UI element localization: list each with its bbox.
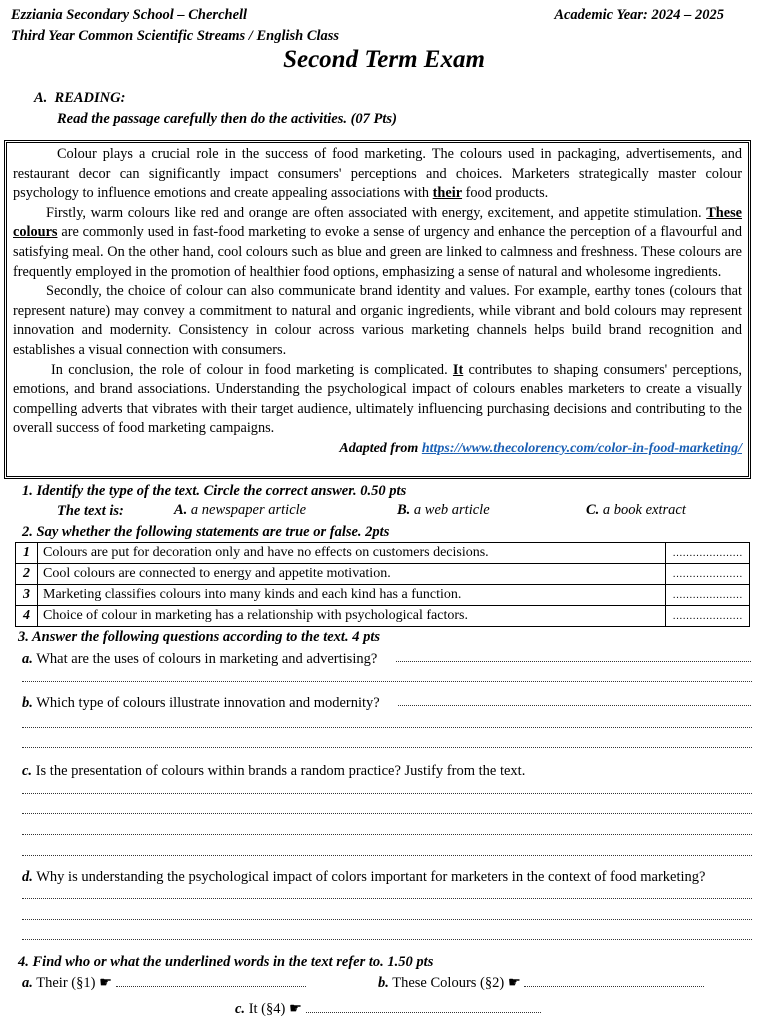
table-row: 3 Marketing classifies colours into many kinds and each kind has a function. ………………… — [16, 585, 750, 606]
q3b-question: b. Which type of colours illustrate innovation and modernity? — [22, 695, 380, 711]
q1-option-a[interactable]: A. a newspaper article — [174, 502, 307, 518]
q3a-answer-line[interactable] — [396, 660, 751, 662]
q3d-answer-line[interactable] — [22, 897, 752, 899]
q4c-item: c. It (§4) ☛ — [235, 1000, 541, 1018]
true-false-table — [15, 542, 750, 627]
q3b-answer-line[interactable] — [398, 704, 751, 706]
section-a-instruction: Read the passage carefully then do the activities. (07 Pts) — [57, 111, 397, 127]
q4b-item: b. These Colours (§2) ☛ — [378, 974, 704, 992]
q1-title: 1. Identify the type of the text. Circle the correct answer. 0.50 pts — [22, 483, 407, 499]
underlined-these-colours: These colours — [13, 204, 742, 241]
q3b-answer-line[interactable] — [22, 746, 752, 748]
table-row: 1 Colours are put for decoration only and have no effects on customers decisions. ………………… — [16, 543, 750, 564]
q3d-answer-line[interactable] — [22, 938, 752, 940]
q3d-answer-line[interactable] — [22, 918, 752, 920]
table-row: 4 Choice of colour in marketing has a relationship with psychological factors. ………………… — [16, 606, 750, 627]
underlined-it: It — [452, 361, 464, 378]
q3c-answer-line[interactable] — [22, 833, 752, 835]
q1-lead: The text is: — [57, 503, 124, 519]
paragraph-1: Colour plays a crucial role in the success of food marketing. The colours used in packaging, advertisements, and restaurant decor can significantly impact consumers' perceptions and choices. Marketers strategically master colour psychology to influence emotions and create appealing associations with their food products. — [13, 146, 742, 202]
answer-cell[interactable]: ………………… — [666, 585, 750, 606]
pointing-hand-icon: ☛ — [99, 975, 113, 991]
source-citation: Adapted from https://www.thecolorency.com/color-in-food-marketing/ — [339, 440, 742, 456]
class-name: Third Year Common Scientific Streams / English Class — [11, 28, 340, 44]
q4c-answer-line[interactable] — [306, 1001, 541, 1013]
q1-option-b[interactable]: B. a web article — [397, 502, 490, 518]
q4-title: 4. Find who or what the underlined words in the text refer to. 1.50 pts — [18, 954, 434, 970]
academic-year: Academic Year: 2024 – 2025 — [554, 7, 724, 23]
paragraph-2: Firstly, warm colours like red and orange are often associated with energy, excitement, and appetite stimulation. These colours are commonly used in fast-food marketing to evoke a sense of urgency and enhance the perception of a flavourful and satisfying meal. On the other hand, cool colours such as blue and green are linked to calmness and freshness. These colours are frequently employed in the promotion of healthier food options, emphasizing a sense of natural and wholesome ingredients. — [13, 204, 742, 280]
q3c-question: c. Is the presentation of colours within brands a random practice? Justify from the text. — [22, 763, 526, 779]
q3c-answer-line[interactable] — [22, 854, 752, 856]
paragraph-4: In conclusion, the role of colour in food marketing is complicated. It contributes to shaping consumers' perceptions, emotions, and brand associations. Understanding the psychological impact of colours enables marketers to create a visually compelling adverts that vibrates with their target audience, ultimately influencing purchasing decisions and contributing to the overall success of food marketing campaigns. — [13, 361, 742, 437]
reading-passage — [4, 140, 751, 479]
q3c-answer-line[interactable] — [22, 812, 752, 814]
source-link[interactable]: https://www.thecolorency.com/color-in-food-marketing/ — [421, 440, 742, 456]
answer-cell[interactable]: ………………… — [666, 564, 750, 585]
paragraph-3: Secondly, the choice of colour can also communicate brand identity and values. For example, earthy tones (colours that represent nature) may convey a commitment to natural and organic ingredients, while vibrant and bold colours may represent innovation and modernity. Consistency in colour across various marketing channels helps build brand recognition and establishes a visual connection with consumers. — [13, 283, 742, 358]
q3-title: 3. Answer the following questions according to the text. 4 pts — [18, 629, 381, 645]
q3c-answer-line[interactable] — [22, 792, 752, 794]
q4a-item: a. Their (§1) ☛ — [22, 974, 306, 992]
answer-cell[interactable]: ………………… — [666, 543, 750, 564]
section-a-label: A. — [34, 90, 48, 106]
q3a-question: a. What are the uses of colours in marketing and advertising? — [22, 651, 378, 667]
q3a-answer-line[interactable] — [22, 680, 752, 682]
pointing-hand-icon: ☛ — [288, 1001, 302, 1017]
q1-option-c[interactable]: C. a book extract — [586, 502, 686, 518]
q4a-answer-line[interactable] — [116, 975, 306, 987]
section-a-heading — [34, 90, 125, 107]
q3d-question: d. Why is understanding the psychological impact of colors important for marketers in the context of food marketing? — [22, 869, 706, 885]
q3b-answer-line[interactable] — [22, 726, 752, 728]
underlined-their: their — [432, 185, 463, 202]
q4b-answer-line[interactable] — [524, 975, 704, 987]
section-a-title: READING: — [54, 90, 126, 106]
table-row: 2 Cool colours are connected to energy and appetite motivation. ………………… — [16, 564, 750, 585]
q2-title: 2. Say whether the following statements are true or false. 2pts — [22, 524, 390, 540]
pointing-hand-icon: ☛ — [507, 975, 521, 991]
school-name: Ezziania Secondary School – Cherchell — [11, 7, 248, 23]
answer-cell[interactable]: ………………… — [666, 606, 750, 627]
exam-title: Second Term Exam — [283, 46, 485, 73]
